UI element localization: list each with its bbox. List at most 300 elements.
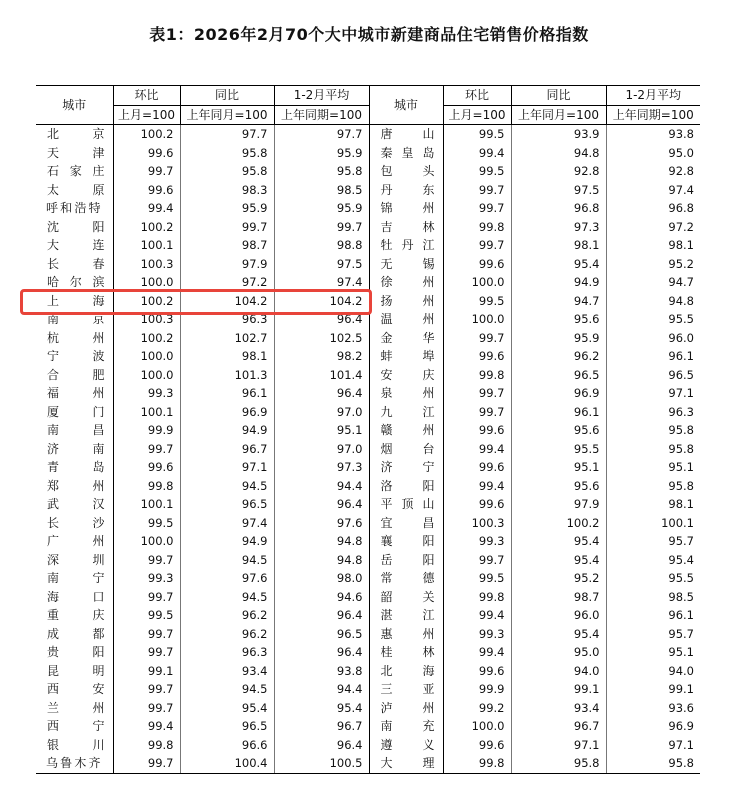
yoy-left-cell: 104.2 bbox=[180, 292, 274, 311]
mom-right-cell: 99.7 bbox=[443, 403, 511, 422]
mom-right-cell: 99.2 bbox=[443, 699, 511, 718]
table-row bbox=[36, 384, 700, 403]
city-left-cell: 西安 bbox=[47, 682, 105, 697]
mom-left-cell: 99.7 bbox=[113, 162, 180, 181]
yoy-left-cell: 100.4 bbox=[180, 754, 274, 773]
yoy-left-cell: 94.5 bbox=[180, 551, 274, 570]
yoy-left-cell: 102.7 bbox=[180, 329, 274, 348]
yoy-left-cell: 95.9 bbox=[180, 199, 274, 218]
avg-left-cell: 97.4 bbox=[274, 273, 369, 292]
avg-right-cell: 98.1 bbox=[606, 236, 700, 255]
table-row bbox=[36, 680, 700, 699]
mom-left-cell: 100.2 bbox=[113, 218, 180, 237]
yoy-right-cell: 96.1 bbox=[511, 403, 606, 422]
avg-left-cell: 95.9 bbox=[274, 199, 369, 218]
avg-left-cell: 96.7 bbox=[274, 717, 369, 736]
header-row-1 bbox=[36, 86, 700, 106]
avg-right-cell: 95.4 bbox=[606, 551, 700, 570]
yoy-right-cell: 97.9 bbox=[511, 495, 606, 514]
avg-right-cell: 95.5 bbox=[606, 310, 700, 329]
yoy-left-cell: 97.9 bbox=[180, 255, 274, 274]
avg-right-cell: 95.7 bbox=[606, 532, 700, 551]
yoy-left-cell: 96.9 bbox=[180, 403, 274, 422]
header-avg-right: 1-2月平均 bbox=[606, 86, 700, 106]
table-row bbox=[36, 514, 700, 533]
yoy-left-cell: 96.3 bbox=[180, 310, 274, 329]
avg-left-cell: 98.8 bbox=[274, 236, 369, 255]
avg-right-cell: 93.6 bbox=[606, 699, 700, 718]
mom-left-cell: 99.4 bbox=[113, 717, 180, 736]
city-right-cell: 牡丹江 bbox=[369, 236, 443, 255]
city-left-cell: 西宁 bbox=[47, 719, 105, 734]
mom-right-cell: 99.3 bbox=[443, 625, 511, 644]
avg-left-cell: 97.5 bbox=[274, 255, 369, 274]
yoy-left-cell: 96.2 bbox=[180, 625, 274, 644]
city-right-cell: 襄阳 bbox=[369, 532, 443, 551]
city-right-cell: 九江 bbox=[369, 403, 443, 422]
yoy-left-cell: 95.8 bbox=[180, 162, 274, 181]
city-right-cell: 大理 bbox=[369, 754, 443, 773]
header-mom-right: 环比 bbox=[443, 86, 511, 106]
mom-right-cell: 100.0 bbox=[443, 310, 511, 329]
avg-right-cell: 96.1 bbox=[606, 606, 700, 625]
avg-right-cell: 94.7 bbox=[606, 273, 700, 292]
yoy-right-cell: 96.7 bbox=[511, 717, 606, 736]
city-left-cell: 贵阳 bbox=[47, 645, 105, 660]
city-left-cell: 郑州 bbox=[47, 478, 105, 493]
avg-left-cell: 94.4 bbox=[274, 477, 369, 496]
avg-right-cell: 100.1 bbox=[606, 514, 700, 533]
yoy-right-cell: 94.0 bbox=[511, 662, 606, 681]
city-left-cell: 南宁 bbox=[47, 571, 105, 586]
city-right-cell: 平顶山 bbox=[369, 495, 443, 514]
city-right-cell: 洛阳 bbox=[369, 477, 443, 496]
mom-left-cell: 100.0 bbox=[113, 366, 180, 385]
yoy-left-cell: 97.6 bbox=[180, 569, 274, 588]
yoy-right-cell: 95.8 bbox=[511, 754, 606, 773]
city-right-cell: 唐山 bbox=[369, 125, 443, 144]
avg-left-cell: 98.5 bbox=[274, 181, 369, 200]
avg-right-cell: 96.5 bbox=[606, 366, 700, 385]
city-left-cell: 济南 bbox=[47, 441, 105, 456]
table-row bbox=[36, 218, 700, 237]
avg-left-cell: 96.4 bbox=[274, 606, 369, 625]
yoy-left-cell: 94.5 bbox=[180, 588, 274, 607]
avg-left-cell: 95.8 bbox=[274, 162, 369, 181]
yoy-right-cell: 96.9 bbox=[511, 384, 606, 403]
mom-left-cell: 100.0 bbox=[113, 273, 180, 292]
mom-left-cell: 99.1 bbox=[113, 662, 180, 681]
mom-right-cell: 99.6 bbox=[443, 255, 511, 274]
mom-left-cell: 99.9 bbox=[113, 421, 180, 440]
table-row bbox=[36, 551, 700, 570]
table-row bbox=[36, 458, 700, 477]
mom-left-cell: 99.7 bbox=[113, 440, 180, 459]
avg-right-cell: 94.0 bbox=[606, 662, 700, 681]
yoy-right-cell: 97.3 bbox=[511, 218, 606, 237]
avg-right-cell: 96.8 bbox=[606, 199, 700, 218]
mom-left-cell: 99.7 bbox=[113, 754, 180, 773]
yoy-right-cell: 95.2 bbox=[511, 569, 606, 588]
table-row bbox=[36, 366, 700, 385]
table-row bbox=[36, 606, 700, 625]
header-yoy-base-left: 上年同月=100 bbox=[180, 105, 274, 125]
city-right-cell: 安庆 bbox=[369, 366, 443, 385]
mom-right-cell: 99.6 bbox=[443, 662, 511, 681]
avg-left-cell: 96.4 bbox=[274, 736, 369, 755]
yoy-right-cell: 100.2 bbox=[511, 514, 606, 533]
table-row bbox=[36, 421, 700, 440]
avg-right-cell: 94.8 bbox=[606, 292, 700, 311]
avg-left-cell: 97.6 bbox=[274, 514, 369, 533]
header-mom-left: 环比 bbox=[113, 86, 180, 106]
yoy-left-cell: 97.7 bbox=[180, 125, 274, 144]
table-row bbox=[36, 347, 700, 366]
avg-right-cell: 96.1 bbox=[606, 347, 700, 366]
mom-right-cell: 99.6 bbox=[443, 421, 511, 440]
mom-left-cell: 100.2 bbox=[113, 292, 180, 311]
mom-right-cell: 99.7 bbox=[443, 181, 511, 200]
avg-left-cell: 96.5 bbox=[274, 625, 369, 644]
mom-right-cell: 99.5 bbox=[443, 125, 511, 144]
mom-right-cell: 99.8 bbox=[443, 588, 511, 607]
city-left-cell: 杭州 bbox=[47, 330, 105, 345]
avg-right-cell: 95.2 bbox=[606, 255, 700, 274]
table-row bbox=[36, 477, 700, 496]
city-left-cell: 南昌 bbox=[47, 423, 105, 438]
mom-left-cell: 99.8 bbox=[113, 477, 180, 496]
avg-left-cell: 96.4 bbox=[274, 643, 369, 662]
mom-left-cell: 99.4 bbox=[113, 199, 180, 218]
city-left-cell: 长春 bbox=[47, 256, 105, 271]
city-left-cell: 广州 bbox=[47, 534, 105, 549]
avg-right-cell: 99.1 bbox=[606, 680, 700, 699]
city-left-cell: 合肥 bbox=[47, 367, 105, 382]
yoy-right-cell: 95.6 bbox=[511, 421, 606, 440]
avg-right-cell: 95.7 bbox=[606, 625, 700, 644]
avg-right-cell: 92.8 bbox=[606, 162, 700, 181]
avg-right-cell: 95.0 bbox=[606, 144, 700, 163]
city-right-cell: 常德 bbox=[369, 569, 443, 588]
mom-right-cell: 99.5 bbox=[443, 162, 511, 181]
avg-left-cell: 96.4 bbox=[274, 310, 369, 329]
city-right-cell: 温州 bbox=[369, 310, 443, 329]
mom-right-cell: 99.7 bbox=[443, 236, 511, 255]
mom-left-cell: 99.7 bbox=[113, 588, 180, 607]
mom-left-cell: 99.7 bbox=[113, 625, 180, 644]
mom-right-cell: 99.3 bbox=[443, 532, 511, 551]
avg-right-cell: 95.8 bbox=[606, 421, 700, 440]
yoy-left-cell: 94.9 bbox=[180, 532, 274, 551]
yoy-right-cell: 95.4 bbox=[511, 625, 606, 644]
yoy-right-cell: 95.6 bbox=[511, 477, 606, 496]
table-row bbox=[36, 495, 700, 514]
mom-left-cell: 99.8 bbox=[113, 736, 180, 755]
table-row bbox=[36, 181, 700, 200]
header-avg-left: 1-2月平均 bbox=[274, 86, 369, 106]
avg-left-cell: 95.4 bbox=[274, 699, 369, 718]
avg-left-cell: 100.5 bbox=[274, 754, 369, 773]
mom-right-cell: 99.7 bbox=[443, 329, 511, 348]
city-left-cell: 青岛 bbox=[47, 460, 105, 475]
avg-right-cell: 95.1 bbox=[606, 643, 700, 662]
city-right-cell: 泸州 bbox=[369, 699, 443, 718]
yoy-right-cell: 95.4 bbox=[511, 551, 606, 570]
avg-left-cell: 95.9 bbox=[274, 144, 369, 163]
avg-left-cell: 94.6 bbox=[274, 588, 369, 607]
avg-left-cell: 99.7 bbox=[274, 218, 369, 237]
yoy-right-cell: 95.5 bbox=[511, 440, 606, 459]
yoy-left-cell: 96.5 bbox=[180, 717, 274, 736]
mom-right-cell: 100.0 bbox=[443, 717, 511, 736]
city-left-cell: 石家庄 bbox=[47, 164, 105, 179]
mom-left-cell: 99.6 bbox=[113, 181, 180, 200]
city-right-cell: 赣州 bbox=[369, 421, 443, 440]
table-body bbox=[36, 125, 700, 774]
city-right-cell: 金华 bbox=[369, 329, 443, 348]
avg-right-cell: 95.8 bbox=[606, 477, 700, 496]
yoy-right-cell: 93.4 bbox=[511, 699, 606, 718]
avg-right-cell: 95.8 bbox=[606, 440, 700, 459]
mom-left-cell: 99.7 bbox=[113, 680, 180, 699]
table-row bbox=[36, 255, 700, 274]
avg-right-cell: 97.4 bbox=[606, 181, 700, 200]
mom-right-cell: 99.7 bbox=[443, 199, 511, 218]
mom-left-cell: 100.1 bbox=[113, 236, 180, 255]
yoy-right-cell: 94.9 bbox=[511, 273, 606, 292]
table-row bbox=[36, 144, 700, 163]
avg-right-cell: 96.9 bbox=[606, 717, 700, 736]
yoy-left-cell: 94.5 bbox=[180, 680, 274, 699]
city-left-cell: 宁波 bbox=[47, 349, 105, 364]
mom-right-cell: 99.8 bbox=[443, 754, 511, 773]
city-left-cell: 天津 bbox=[47, 145, 105, 160]
avg-right-cell: 95.5 bbox=[606, 569, 700, 588]
table-row bbox=[36, 699, 700, 718]
mom-right-cell: 99.4 bbox=[443, 144, 511, 163]
yoy-left-cell: 101.3 bbox=[180, 366, 274, 385]
avg-left-cell: 97.0 bbox=[274, 403, 369, 422]
city-left-cell: 北京 bbox=[47, 127, 105, 142]
mom-right-cell: 99.9 bbox=[443, 680, 511, 699]
city-left-cell: 哈尔滨 bbox=[47, 275, 105, 290]
city-right-cell: 吉林 bbox=[369, 218, 443, 237]
city-right-cell: 济宁 bbox=[369, 458, 443, 477]
city-right-cell: 锦州 bbox=[369, 199, 443, 218]
table-row bbox=[36, 569, 700, 588]
yoy-left-cell: 96.6 bbox=[180, 736, 274, 755]
yoy-left-cell: 95.4 bbox=[180, 699, 274, 718]
city-right-cell: 惠州 bbox=[369, 625, 443, 644]
yoy-right-cell: 99.1 bbox=[511, 680, 606, 699]
city-right-cell: 蚌埠 bbox=[369, 347, 443, 366]
avg-right-cell: 98.5 bbox=[606, 588, 700, 607]
yoy-left-cell: 96.2 bbox=[180, 606, 274, 625]
table-row bbox=[36, 329, 700, 348]
mom-left-cell: 99.3 bbox=[113, 384, 180, 403]
yoy-right-cell: 96.8 bbox=[511, 199, 606, 218]
avg-left-cell: 98.0 bbox=[274, 569, 369, 588]
yoy-right-cell: 95.4 bbox=[511, 532, 606, 551]
avg-left-cell: 94.8 bbox=[274, 532, 369, 551]
avg-left-cell: 93.8 bbox=[274, 662, 369, 681]
city-left-cell: 兰州 bbox=[47, 700, 105, 715]
yoy-right-cell: 98.1 bbox=[511, 236, 606, 255]
city-left-cell: 大连 bbox=[47, 238, 105, 253]
header-yoy-right: 同比 bbox=[511, 86, 606, 106]
mom-right-cell: 99.5 bbox=[443, 569, 511, 588]
city-right-cell: 湛江 bbox=[369, 606, 443, 625]
mom-left-cell: 99.5 bbox=[113, 514, 180, 533]
mom-right-cell: 99.6 bbox=[443, 495, 511, 514]
city-right-cell: 徐州 bbox=[369, 273, 443, 292]
mom-right-cell: 99.6 bbox=[443, 458, 511, 477]
city-left-cell: 乌鲁木齐 bbox=[36, 754, 113, 773]
avg-right-cell: 95.1 bbox=[606, 458, 700, 477]
city-right-cell: 无锡 bbox=[369, 255, 443, 274]
mom-right-cell: 99.4 bbox=[443, 477, 511, 496]
avg-left-cell: 104.2 bbox=[274, 292, 369, 311]
city-right-cell: 包头 bbox=[369, 162, 443, 181]
mom-right-cell: 99.8 bbox=[443, 218, 511, 237]
city-right-cell: 桂林 bbox=[369, 643, 443, 662]
yoy-right-cell: 95.0 bbox=[511, 643, 606, 662]
table-row bbox=[36, 236, 700, 255]
price-index-table bbox=[36, 85, 700, 774]
yoy-right-cell: 95.4 bbox=[511, 255, 606, 274]
city-right-cell: 扬州 bbox=[369, 292, 443, 311]
mom-left-cell: 99.5 bbox=[113, 606, 180, 625]
header-mom-base-right: 上月=100 bbox=[443, 105, 511, 125]
yoy-right-cell: 95.1 bbox=[511, 458, 606, 477]
yoy-left-cell: 97.1 bbox=[180, 458, 274, 477]
yoy-left-cell: 95.8 bbox=[180, 144, 274, 163]
yoy-left-cell: 97.2 bbox=[180, 273, 274, 292]
city-right-cell: 泉州 bbox=[369, 384, 443, 403]
table-row bbox=[36, 199, 700, 218]
city-right-cell: 北海 bbox=[369, 662, 443, 681]
mom-left-cell: 99.6 bbox=[113, 144, 180, 163]
table-row bbox=[36, 754, 700, 773]
avg-right-cell: 98.1 bbox=[606, 495, 700, 514]
avg-left-cell: 94.8 bbox=[274, 551, 369, 570]
table-row bbox=[36, 662, 700, 681]
mom-right-cell: 100.3 bbox=[443, 514, 511, 533]
city-right-cell: 岳阳 bbox=[369, 551, 443, 570]
table-row bbox=[36, 532, 700, 551]
table-row bbox=[36, 717, 700, 736]
city-right-cell: 韶关 bbox=[369, 588, 443, 607]
yoy-left-cell: 98.7 bbox=[180, 236, 274, 255]
city-left-cell: 太原 bbox=[47, 182, 105, 197]
avg-left-cell: 96.4 bbox=[274, 495, 369, 514]
city-left-cell: 武汉 bbox=[47, 497, 105, 512]
mom-right-cell: 100.0 bbox=[443, 273, 511, 292]
mom-left-cell: 99.6 bbox=[113, 458, 180, 477]
avg-right-cell: 93.8 bbox=[606, 125, 700, 144]
avg-left-cell: 97.0 bbox=[274, 440, 369, 459]
header-row-2 bbox=[36, 105, 700, 125]
mom-right-cell: 99.4 bbox=[443, 606, 511, 625]
table-row bbox=[36, 736, 700, 755]
header-city-left: 城市 bbox=[36, 86, 113, 125]
header-avg-base-left: 上年同期=100 bbox=[274, 105, 369, 125]
avg-right-cell: 97.2 bbox=[606, 218, 700, 237]
table-row bbox=[36, 125, 700, 144]
yoy-right-cell: 92.8 bbox=[511, 162, 606, 181]
yoy-right-cell: 95.6 bbox=[511, 310, 606, 329]
avg-right-cell: 97.1 bbox=[606, 736, 700, 755]
city-right-cell: 宜昌 bbox=[369, 514, 443, 533]
mom-left-cell: 100.2 bbox=[113, 125, 180, 144]
city-left-cell: 成都 bbox=[47, 626, 105, 641]
yoy-right-cell: 97.5 bbox=[511, 181, 606, 200]
city-left-cell: 长沙 bbox=[47, 515, 105, 530]
mom-left-cell: 99.7 bbox=[113, 699, 180, 718]
yoy-right-cell: 96.2 bbox=[511, 347, 606, 366]
yoy-right-cell: 93.9 bbox=[511, 125, 606, 144]
city-left-cell: 呼和浩特 bbox=[46, 201, 101, 216]
avg-left-cell: 101.4 bbox=[274, 366, 369, 385]
avg-left-cell: 97.7 bbox=[274, 125, 369, 144]
highlight-box-shanghai bbox=[20, 289, 372, 315]
avg-left-cell: 96.4 bbox=[274, 384, 369, 403]
mom-left-cell: 99.3 bbox=[113, 569, 180, 588]
yoy-left-cell: 94.9 bbox=[180, 421, 274, 440]
yoy-left-cell: 96.7 bbox=[180, 440, 274, 459]
city-right-cell: 丹东 bbox=[369, 181, 443, 200]
header-city-right: 城市 bbox=[369, 86, 443, 125]
city-left-cell: 海口 bbox=[47, 589, 105, 604]
city-left-cell: 南京 bbox=[47, 312, 105, 327]
city-right-cell: 秦皇岛 bbox=[369, 144, 443, 163]
yoy-left-cell: 94.5 bbox=[180, 477, 274, 496]
mom-right-cell: 99.5 bbox=[443, 292, 511, 311]
table-row bbox=[36, 643, 700, 662]
mom-left-cell: 100.0 bbox=[113, 532, 180, 551]
yoy-left-cell: 97.4 bbox=[180, 514, 274, 533]
table-row bbox=[36, 403, 700, 422]
city-left-cell: 厦门 bbox=[47, 404, 105, 419]
mom-left-cell: 100.2 bbox=[113, 329, 180, 348]
yoy-left-cell: 96.3 bbox=[180, 643, 274, 662]
avg-left-cell: 98.2 bbox=[274, 347, 369, 366]
city-right-cell: 烟台 bbox=[369, 440, 443, 459]
city-left-cell: 福州 bbox=[47, 386, 105, 401]
yoy-left-cell: 96.5 bbox=[180, 495, 274, 514]
mom-right-cell: 99.7 bbox=[443, 384, 511, 403]
mom-right-cell: 99.4 bbox=[443, 643, 511, 662]
yoy-right-cell: 94.7 bbox=[511, 292, 606, 311]
mom-left-cell: 99.7 bbox=[113, 643, 180, 662]
header-yoy-left: 同比 bbox=[180, 86, 274, 106]
city-left-cell: 重庆 bbox=[47, 608, 105, 623]
header-yoy-base-right: 上年同月=100 bbox=[511, 105, 606, 125]
yoy-left-cell: 98.1 bbox=[180, 347, 274, 366]
city-left-cell: 昆明 bbox=[47, 663, 105, 678]
header-avg-base-right: 上年同期=100 bbox=[606, 105, 700, 125]
avg-left-cell: 95.1 bbox=[274, 421, 369, 440]
table-row bbox=[36, 625, 700, 644]
table-row bbox=[36, 440, 700, 459]
page-title: 表1：2026年2月70个大中城市新建商品住宅销售价格指数 bbox=[149, 25, 589, 44]
avg-left-cell: 102.5 bbox=[274, 329, 369, 348]
city-left-cell: 沈阳 bbox=[47, 219, 105, 234]
avg-left-cell: 94.4 bbox=[274, 680, 369, 699]
yoy-right-cell: 94.8 bbox=[511, 144, 606, 163]
avg-right-cell: 97.1 bbox=[606, 384, 700, 403]
mom-right-cell: 99.7 bbox=[443, 551, 511, 570]
